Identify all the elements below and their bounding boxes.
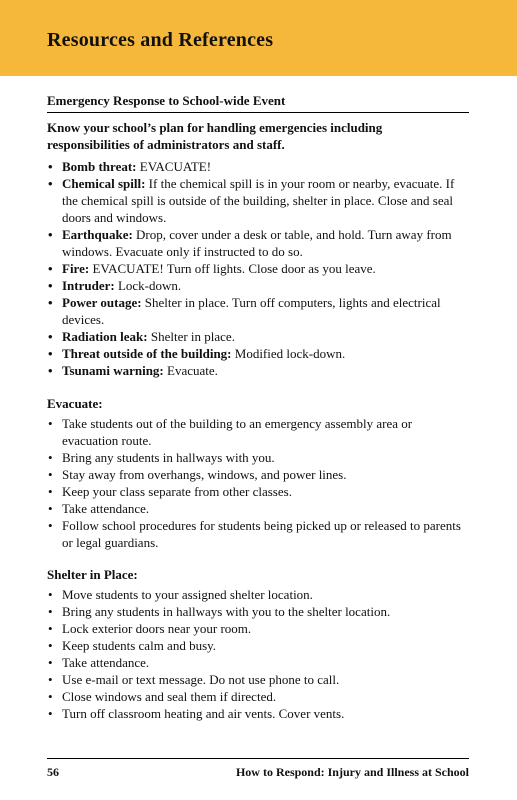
list-item: • Take attendance. <box>47 500 469 517</box>
list-item <box>47 158 469 175</box>
list-item: • Follow school procedures for students being picked up or released to parents or legal guardians. <box>47 517 469 551</box>
shelter-steps <box>47 586 469 722</box>
section-heading: Emergency Response to School-wide Event <box>47 93 286 108</box>
event-action: Modified lock-down. <box>231 346 346 361</box>
list-item: • Turn off classroom heating and air vents. Cover vents. <box>47 705 469 722</box>
list-item <box>47 277 469 294</box>
list-item: • Use e-mail or text message. Do not use phone to call. <box>47 671 469 688</box>
event-name: Earthquake: <box>62 227 133 242</box>
list-item <box>47 226 469 260</box>
event-action: Shelter in place. Turn off computers, lights and electrical devices. <box>62 295 441 327</box>
list-item <box>47 260 469 277</box>
list-item: • Stay away from overhangs, windows, and power lines. <box>47 466 469 483</box>
shelter-heading: Shelter in Place: <box>47 567 138 582</box>
list-item: • Take students out of the building to an emergency assembly area or evacuation route. <box>47 415 469 449</box>
list-item <box>47 345 469 362</box>
event-action: Shelter in place. <box>147 329 235 344</box>
event-name: Chemical spill: <box>62 176 146 191</box>
footer-divider <box>47 758 469 759</box>
page-title: Resources and References <box>47 29 274 51</box>
list-item <box>47 328 469 345</box>
list-item <box>47 294 469 328</box>
event-name: Tsunami warning: <box>62 363 164 378</box>
list-item <box>47 362 469 379</box>
footer-title: How to Respond: Injury and Illness at School <box>235 765 469 779</box>
list-item: • Close windows and seal them if directed. <box>47 688 469 705</box>
intro-text: Know your school’s plan for handling emergencies including responsibilities of administrators and staff. <box>47 120 383 152</box>
list-item: • Bring any students in hallways with you to the shelter location. <box>47 603 469 620</box>
list-item: • Keep your class separate from other classes. <box>47 483 469 500</box>
heading-divider <box>47 112 469 113</box>
evacuate-heading: Evacuate: <box>47 396 103 411</box>
event-action: EVACUATE! Turn off lights. Close door as you leave. <box>89 261 376 276</box>
event-action: Lock-down. <box>114 278 182 293</box>
list-item <box>47 175 469 226</box>
evacuate-steps <box>47 415 469 551</box>
event-action: If the chemical spill is in your room or nearby, evacuate. If the chemical spill is outside of the building, shelter in place. Close and seal doors and windows. <box>62 176 455 225</box>
list-item: • Bring any students in hallways with you. <box>47 449 469 466</box>
page-number: 56 <box>47 765 59 779</box>
event-action: EVACUATE! <box>136 159 212 174</box>
event-name: Radiation leak: <box>62 329 148 344</box>
list-item: • Lock exterior doors near your room. <box>47 620 469 637</box>
list-item: • Move students to your assigned shelter location. <box>47 586 469 603</box>
event-name: Threat outside of the building: <box>62 346 232 361</box>
event-name: Power outage: <box>62 295 142 310</box>
event-name: Fire: <box>62 261 90 276</box>
event-name: Intruder: <box>62 278 115 293</box>
header-banner <box>0 0 517 76</box>
event-action: Evacuate. <box>163 363 218 378</box>
event-action: Drop, cover under a desk or table, and hold. Turn away from windows. Evacuate only if instructed to do so. <box>62 227 452 259</box>
list-item: • Keep students calm and busy. <box>47 637 469 654</box>
list-item: • Take attendance. <box>47 654 469 671</box>
event-list <box>47 158 469 379</box>
event-name: Bomb threat: <box>62 159 137 174</box>
